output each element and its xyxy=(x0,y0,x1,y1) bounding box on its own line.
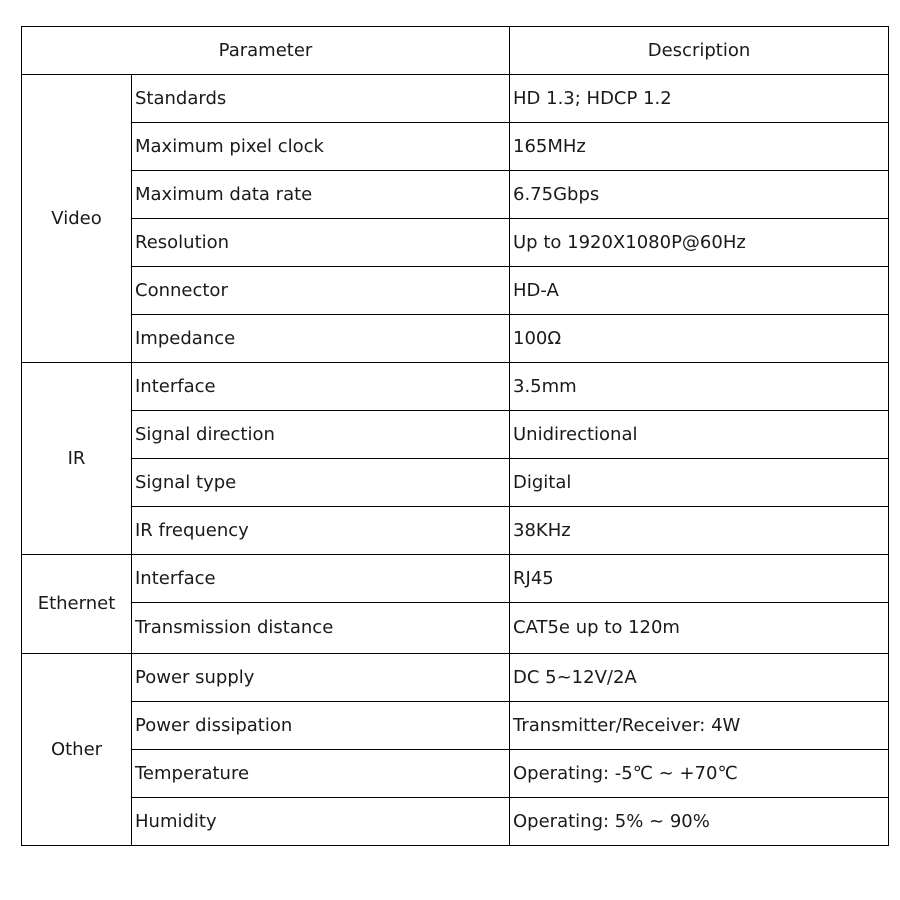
group-label-video: Video xyxy=(22,75,132,363)
desc-cell: 3.5mm xyxy=(510,363,889,411)
param-cell: Connector xyxy=(132,267,510,315)
param-cell: Interface xyxy=(132,555,510,603)
param-cell: Interface xyxy=(132,363,510,411)
param-cell: Signal direction xyxy=(132,411,510,459)
table-row xyxy=(22,654,889,702)
param-cell: Power supply xyxy=(132,654,510,702)
param-cell: Maximum data rate xyxy=(132,171,510,219)
desc-cell: CAT5e up to 120m xyxy=(510,603,889,654)
desc-cell: Unidirectional xyxy=(510,411,889,459)
param-cell: Transmission distance xyxy=(132,603,510,654)
table-row xyxy=(22,702,889,750)
desc-cell: HD-A xyxy=(510,267,889,315)
table-row xyxy=(22,363,889,411)
table-row xyxy=(22,411,889,459)
desc-cell: DC 5~12V/2A xyxy=(510,654,889,702)
desc-cell: Up to 1920X1080P@60Hz xyxy=(510,219,889,267)
table-row xyxy=(22,603,889,654)
param-cell: Power dissipation xyxy=(132,702,510,750)
param-cell: Impedance xyxy=(132,315,510,363)
group-label-other: Other xyxy=(22,654,132,846)
table-row xyxy=(22,219,889,267)
param-cell: Temperature xyxy=(132,750,510,798)
desc-cell: 165MHz xyxy=(510,123,889,171)
table-row xyxy=(22,459,889,507)
param-cell: IR frequency xyxy=(132,507,510,555)
desc-cell: 100Ω xyxy=(510,315,889,363)
group-label-ethernet: Ethernet xyxy=(22,555,132,654)
param-cell: Humidity xyxy=(132,798,510,846)
desc-cell: RJ45 xyxy=(510,555,889,603)
table-row xyxy=(22,315,889,363)
header-parameter: Parameter xyxy=(22,27,510,75)
desc-cell: 6.75Gbps xyxy=(510,171,889,219)
header-description: Description xyxy=(510,27,889,75)
desc-cell: HD 1.3; HDCP 1.2 xyxy=(510,75,889,123)
desc-cell: Transmitter/Receiver: 4W xyxy=(510,702,889,750)
spec-body xyxy=(22,75,889,846)
table-row xyxy=(22,507,889,555)
table-header-row xyxy=(22,27,889,75)
desc-cell: Digital xyxy=(510,459,889,507)
table-row xyxy=(22,555,889,603)
desc-cell: Operating: 5% ~ 90% xyxy=(510,798,889,846)
spec-table xyxy=(21,26,889,846)
param-cell: Signal type xyxy=(132,459,510,507)
param-cell: Maximum pixel clock xyxy=(132,123,510,171)
param-cell: Standards xyxy=(132,75,510,123)
table-row xyxy=(22,750,889,798)
param-cell: Resolution xyxy=(132,219,510,267)
table-row xyxy=(22,75,889,123)
desc-cell: 38KHz xyxy=(510,507,889,555)
table-row xyxy=(22,123,889,171)
table-row xyxy=(22,267,889,315)
desc-cell: Operating: -5℃ ~ +70℃ xyxy=(510,750,889,798)
group-label-ir: IR xyxy=(22,363,132,555)
table-row xyxy=(22,171,889,219)
table-row xyxy=(22,798,889,846)
